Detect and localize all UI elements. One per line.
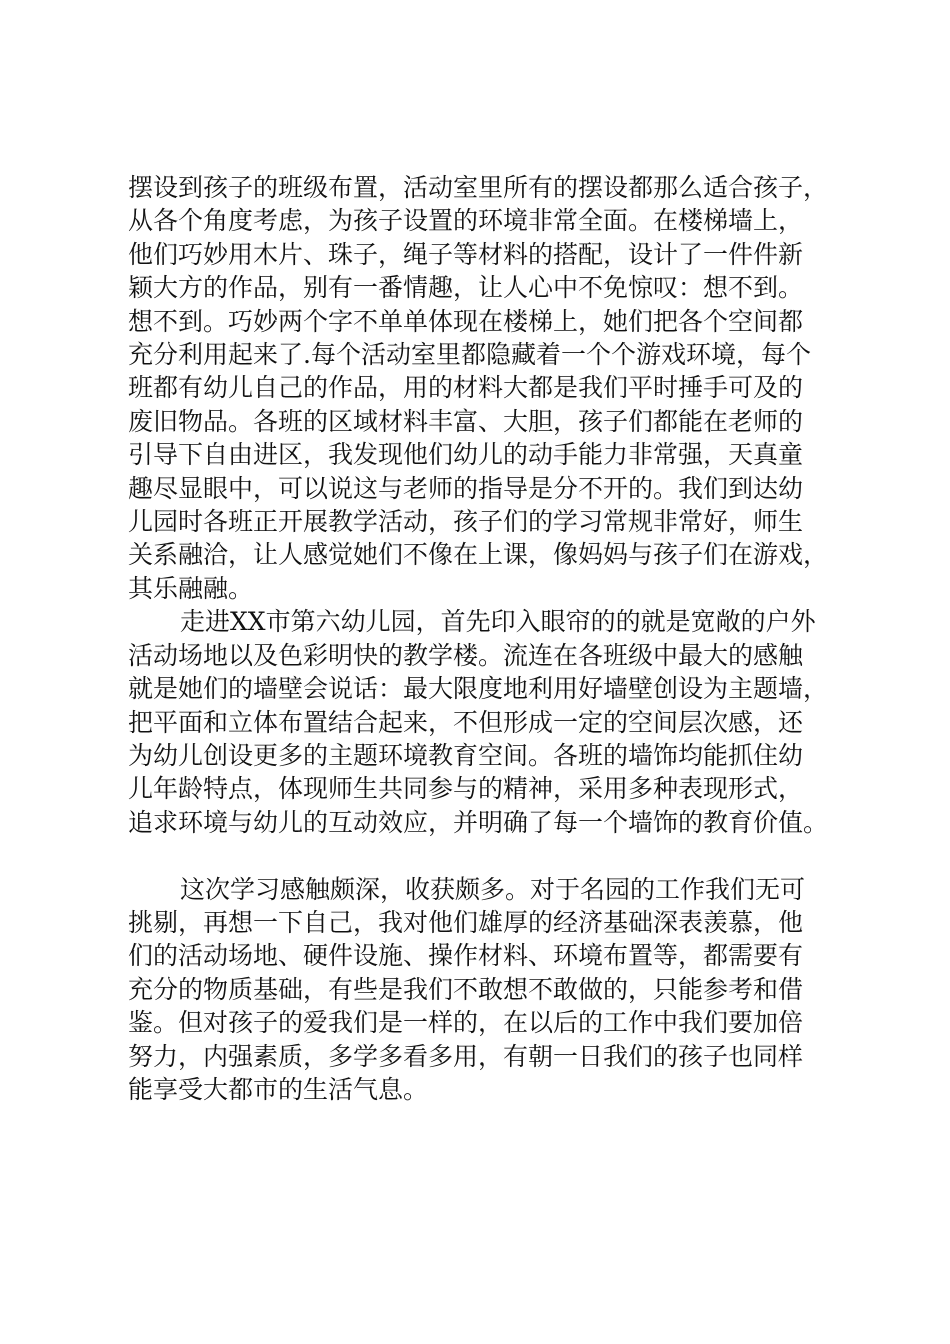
document-body [128, 171, 848, 1106]
text-line: 从各个角度考虑，为孩子设置的环境非常全面。在楼梯墙上， [128, 206, 804, 236]
text-line: 颖大方的作品，别有一番情趣，让人心中不免惊叹：想不到。 [128, 273, 804, 303]
text-line: 想不到。巧妙两个字不单单体现在楼梯上，她们把各个空间都 [128, 306, 804, 336]
text-line: 班都有幼儿自己的作品，用的材料大都是我们平时捶手可及的 [128, 373, 804, 403]
text-line: 摆设到孩子的班级布置，活动室里所有的摆设都那么适合孩子， [128, 173, 829, 202]
text-line: 把平面和立体布置结合起来，不但形成一定的空间层次感，还 [128, 707, 804, 737]
text-line: 他们巧妙用木片、珠子，绳子等材料的搭配，设计了一件件新 [128, 239, 804, 269]
text-line: 鉴。但对孩子的爱我们是一样的，在以后的工作中我们要加倍 [128, 1008, 804, 1038]
text-line: 废旧物品。各班的区域材料丰富、大胆，孩子们都能在老师的 [128, 406, 804, 436]
paragraph-spacer [128, 839, 848, 872]
text-line: 充分利用起来了.每个活动室里都隐藏着一个个游戏环境，每个 [128, 340, 811, 370]
text-line: 挑剔，再想一下自己，我对他们雄厚的经济基础深表羡慕，他 [128, 907, 804, 937]
text-line: 们的活动场地、硬件设施、操作材料、环境布置等，都需要有 [128, 941, 804, 971]
paragraph-3 [128, 873, 848, 1107]
text-line: 其乐融融。 [128, 573, 254, 603]
text-line: 关系融洽，让人感觉她们不像在上课，像妈妈与孩子们在游戏， [128, 540, 829, 570]
text-line: 能享受大都市的生活气息。 [128, 1074, 429, 1104]
text-line: 努力，内强素质，多学多看多用，有朝一日我们的孩子也同样 [128, 1041, 804, 1071]
text-line: 引导下自由进区，我发现他们幼儿的动手能力非常强，天真童 [128, 440, 804, 470]
text-line: 儿年龄特点，体现师生共同参与的精神，采用多种表现形式， [128, 774, 804, 804]
text-line: 充分的物质基础，有些是我们不敢想不敢做的，只能参考和借 [128, 974, 804, 1004]
paragraph-2 [128, 605, 848, 839]
text-line: 追求环境与幼儿的互动效应，并明确了每一个墙饰的教育价值。 [128, 807, 829, 837]
text-line: 为幼儿创设更多的主题环境教育空间。各班的墙饰均能抓住幼 [128, 740, 804, 770]
text-line: 这次学习感触颇深，收获颇多。对于名园的工作我们无可 [180, 874, 806, 904]
text-line: 儿园时各班正开展教学活动，孩子们的学习常规非常好，师生 [128, 507, 804, 537]
text-line: 走进XX市第六幼儿园，首先印入眼帘的的就是宽敞的户外 [180, 607, 816, 637]
text-line: 就是她们的墙壁会说话：最大限度地利用好墙壁创设为主题墙， [128, 674, 829, 704]
text-line: 趣尽显眼中，可以说这与老师的指导是分不开的。我们到达幼 [128, 473, 804, 503]
text-line: 活动场地以及色彩明快的教学楼。流连在各班级中最大的感触 [128, 640, 804, 670]
paragraph-1 [128, 171, 848, 605]
